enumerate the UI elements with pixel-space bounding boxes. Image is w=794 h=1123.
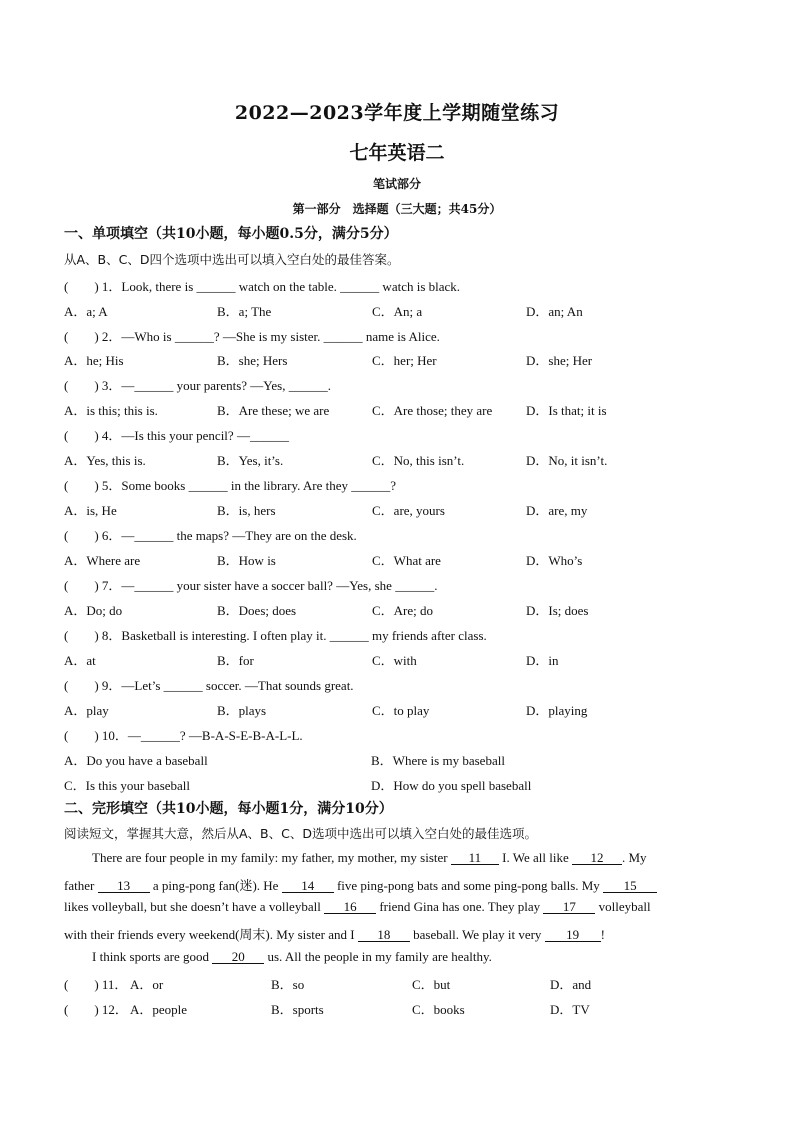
question-stem: ( ) 9．—Let’s ______ soccer. —That sounds great. [64,678,354,693]
option: D．in [526,653,559,668]
option: A．is this; this is. [64,403,158,418]
option: A．a; A [64,304,108,319]
section2-heading: 二、完形填空（共10小题，每小题1分，满分10分） [64,801,393,817]
option: B．she; Hers [217,353,288,368]
option: B．Does; does [217,603,297,618]
question-stem: ( ) 8．Basketball is interesting. I often play it. ______ my friends after class. [64,628,487,643]
option: C．with [372,653,417,668]
option: B．plays [217,703,267,718]
blank-18: 18 [358,928,410,942]
passage-line: There are four people in my family: my father, my mother, my sister 11 I. We all like 12 . My [92,850,647,865]
option: C．No, this isn’t. [372,453,465,468]
option: D．playing [526,703,588,718]
part-label: 第一部分 选择题（三大题；共45分） [292,202,502,216]
question-stem: ( ) 7．—______ your sister have a soccer ball? —Yes, she ______. [64,578,438,593]
question-stem: ( ) 2．—Who is ______? —She is my sister. ______ name is Alice. [64,329,440,344]
blank-12: 12 [572,851,622,865]
option: D．How do you spell baseball [371,778,532,793]
option: C．are, yours [372,503,445,518]
option: A．Yes, this is. [64,453,146,468]
option: B．How is [217,553,276,568]
option: B．a; The [217,304,272,319]
cloze-question-number: ( ) 12． [64,1002,128,1017]
question-stem: ( ) 5．Some books ______ in the library. Are they ______? [64,478,397,493]
option: C．What are [372,553,441,568]
question-stem: ( ) 4．—Is this your pencil? —______ [64,428,289,443]
question-stem: ( ) 1．Look, there is ______ watch on the table. ______ watch is black. [64,279,461,294]
option: A．Do; do [64,603,123,618]
option: C．her; Her [372,353,437,368]
option: A．people [130,1002,188,1017]
option: A．he; His [64,353,124,368]
option: C．Are; do [372,603,434,618]
option: B．sports [271,1002,324,1017]
option: D．No, it isn’t. [526,453,608,468]
question-stem: ( ) 3．—______ your parents? —Yes, ______. [64,378,331,393]
passage-line: with their friends every weekend(周末). My sister and I 18 baseball. We play it very 19 ! [64,927,606,942]
exam-title: 2022—2023学年度上学期随堂练习 [234,102,560,124]
option: D．Is; does [526,603,589,618]
option: C．Is this your baseball [64,778,191,793]
option: A．at [64,653,96,668]
option: A．or [130,977,164,992]
option: C．An; a [372,304,423,319]
option: D．are, my [526,503,588,518]
option: A．Do you have a baseball [64,753,208,768]
option: C．to play [372,703,430,718]
option: C．Are those; they are [372,403,493,418]
blank-15: 15 [603,879,657,893]
blank-14: 14 [282,879,334,893]
option: B．is, hers [217,503,276,518]
option: D．TV [550,1002,590,1017]
section2-instruction: 阅读短文，掌握其大意，然后从A、B、C、D选项中选出可以填入空白处的最佳选项。 [64,826,537,841]
option: B．Where is my baseball [371,753,505,768]
section1-heading: 一、单项填空（共10小题，每小题0.5分，满分5分） [64,226,398,242]
passage-line: I think sports are good 20 us. All the people in my family are healthy. [92,949,492,964]
exam-subtitle: 七年英语二 [349,142,445,164]
option: B．Yes, it’s. [217,453,284,468]
option: D．Who’s [526,553,583,568]
section-label: 笔试部分 [372,177,421,191]
option: C．books [412,1002,465,1017]
cloze-question-number: ( ) 11． [64,977,128,992]
question-stem: ( ) 6．—______ the maps? —They are on the desk. [64,528,357,543]
passage-line: father 13 a ping-pong fan(迷). He 14 five ping-pong bats and some ping-pong balls. My 15 [64,875,657,894]
option: D．and [550,977,592,992]
option: C．but [412,977,451,992]
option: B．for [217,653,254,668]
option: D．an; An [526,304,583,319]
passage-line: likes volleyball, but she doesn’t have a volleyball 16 friend Gina has one. They play 17 volleyball [64,899,651,914]
option: A．play [64,703,109,718]
option: B．Are these; we are [217,403,330,418]
blank-17: 17 [543,900,595,914]
option: D．she; Her [526,353,593,368]
blank-16: 16 [324,900,376,914]
option: A．Where are [64,553,141,568]
blank-19: 19 [545,928,601,942]
question-stem: ( ) 10．—______? —B-A-S-E-B-A-L-L. [64,728,303,743]
option: D．Is that; it is [526,403,607,418]
option: A．is, He [64,503,117,518]
blank-20: 20 [212,950,264,964]
blank-13: 13 [98,879,150,893]
blank-11: 11 [451,851,499,865]
section1-instruction: 从A、B、C、D四个选项中选出可以填入空白处的最佳答案。 [64,252,400,267]
option: B．so [271,977,305,992]
